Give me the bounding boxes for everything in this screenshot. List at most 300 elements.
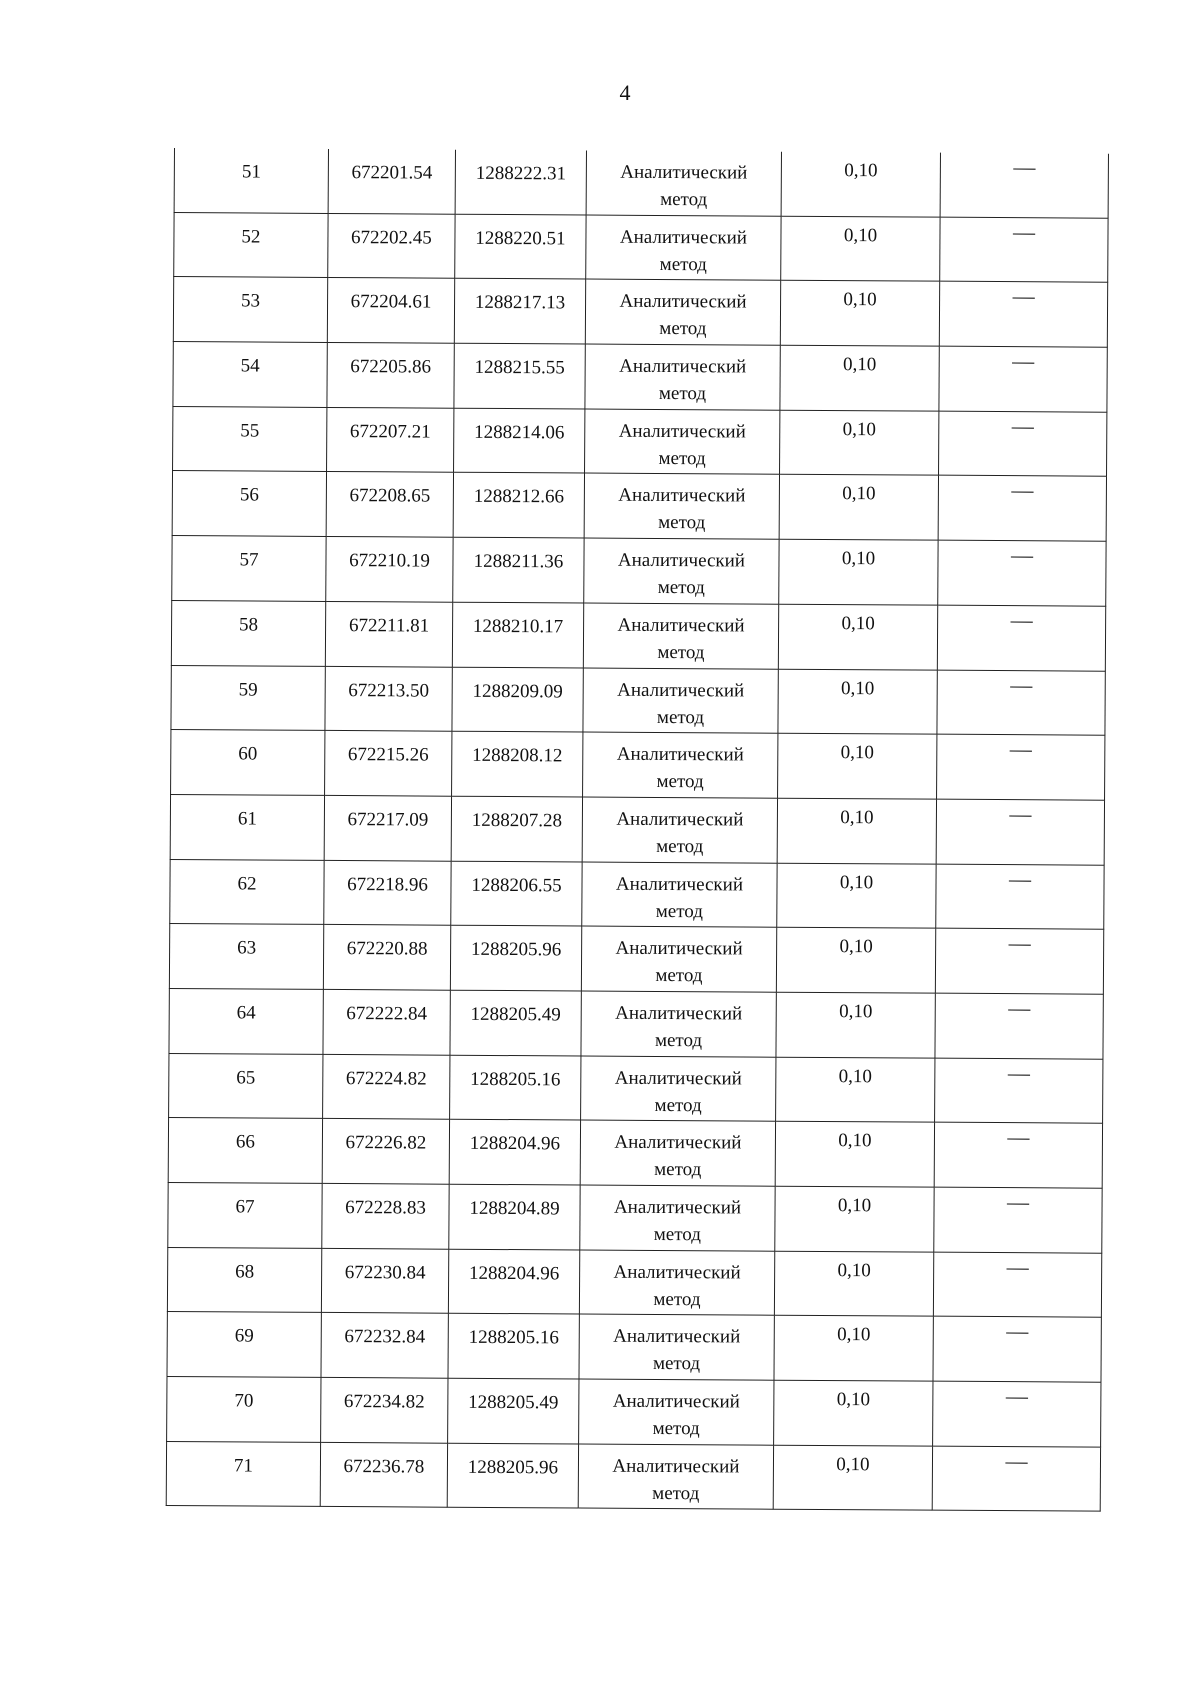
note-cell xyxy=(939,346,1107,412)
accuracy-text: 0,10 xyxy=(836,1453,870,1476)
note-text: — xyxy=(1007,1189,1030,1215)
coordinate-y-text: 1288204.89 xyxy=(469,1197,560,1220)
table-row xyxy=(174,148,1108,218)
accuracy-cell xyxy=(781,152,940,217)
coordinate-x-cell xyxy=(328,213,455,278)
coordinate-y-cell xyxy=(455,214,586,279)
method-line-2: метод xyxy=(654,1094,702,1116)
coordinate-y-cell xyxy=(452,667,583,732)
table-body xyxy=(166,148,1108,1512)
accuracy-text: 0,10 xyxy=(837,1195,872,1217)
note-text: — xyxy=(1009,800,1032,827)
method-line-1: Аналитический xyxy=(616,808,744,831)
point-number-text: 58 xyxy=(239,614,259,636)
note-text: — xyxy=(1013,154,1036,180)
accuracy-text: 0,10 xyxy=(836,1389,871,1411)
coordinate-x-cell xyxy=(328,149,455,214)
method-text xyxy=(581,991,775,1054)
coordinate-y-text: 1288204.96 xyxy=(469,1133,561,1155)
note-cell xyxy=(938,540,1106,606)
accuracy-text: 0,10 xyxy=(837,1259,871,1281)
coordinate-x-text: 672224.82 xyxy=(345,1067,427,1090)
table-row xyxy=(169,988,1103,1058)
point-number-cell xyxy=(167,1377,321,1443)
table-row xyxy=(170,859,1104,929)
coordinate-y-cell xyxy=(449,1184,580,1249)
coordinate-x-cell xyxy=(323,989,450,1054)
coordinate-x-text: 672211.81 xyxy=(348,614,430,637)
coordinate-y-cell xyxy=(448,1314,579,1379)
method-cell xyxy=(581,991,776,1057)
coordinate-x-cell xyxy=(321,1313,448,1378)
coordinate-y-text: 1288205.16 xyxy=(470,1068,561,1091)
accuracy-cell xyxy=(774,1251,933,1317)
point-number-cell xyxy=(168,1182,322,1248)
coordinate-x-text: 672222.84 xyxy=(346,1003,428,1025)
note-text: — xyxy=(1008,930,1031,956)
accuracy-text: 0,10 xyxy=(839,871,874,893)
method-line-1: Аналитический xyxy=(617,614,745,637)
point-number-cell xyxy=(172,536,326,602)
coordinate-y-text: 1288205.96 xyxy=(470,939,562,961)
method-cell xyxy=(579,1250,774,1316)
note-text: — xyxy=(1006,1318,1029,1344)
table-row xyxy=(167,1247,1101,1317)
coordinate-y-cell xyxy=(448,1249,579,1314)
method-line-2: метод xyxy=(657,641,705,664)
method-line-2: метод xyxy=(659,253,707,275)
point-number-cell xyxy=(167,1312,321,1378)
coordinate-y-text: 1288205.49 xyxy=(468,1391,559,1414)
method-text xyxy=(585,345,779,408)
accuracy-text: 0,10 xyxy=(841,677,875,699)
note-text: — xyxy=(1011,412,1034,439)
table-row xyxy=(166,1441,1100,1511)
coordinate-y-text: 1288217.13 xyxy=(474,292,566,314)
coordinate-y-text: 1288209.09 xyxy=(472,680,563,702)
coordinate-x-cell xyxy=(327,407,454,472)
note-cell xyxy=(937,605,1105,671)
coordinate-x-cell xyxy=(325,601,452,666)
note-text: — xyxy=(1005,1383,1028,1409)
method-cell xyxy=(583,603,778,669)
point-number-cell xyxy=(167,1247,321,1313)
method-text xyxy=(582,927,776,990)
method-cell xyxy=(581,1056,776,1122)
coordinate-x-cell xyxy=(324,795,451,860)
point-number-text: 67 xyxy=(235,1196,255,1218)
table-row xyxy=(171,730,1105,800)
accuracy-text: 0,10 xyxy=(842,418,876,441)
table-row xyxy=(169,924,1103,994)
coordinate-x-cell xyxy=(325,731,452,796)
accuracy-cell xyxy=(780,345,939,411)
method-text xyxy=(584,603,778,666)
accuracy-cell xyxy=(775,1122,934,1188)
accuracy-cell xyxy=(780,281,939,347)
point-number-cell xyxy=(168,1118,322,1184)
point-number-text: 51 xyxy=(241,161,261,183)
note-text: — xyxy=(1012,348,1035,374)
note-cell xyxy=(935,928,1103,994)
accuracy-cell xyxy=(779,539,938,605)
method-text xyxy=(580,1250,774,1313)
method-line-1: Аналитический xyxy=(620,161,748,184)
accuracy-cell xyxy=(778,733,937,799)
method-cell xyxy=(585,344,780,410)
coordinate-y-cell xyxy=(454,408,585,473)
point-number-text: 68 xyxy=(235,1261,255,1283)
note-cell xyxy=(936,864,1104,930)
coordinate-y-text: 1288211.36 xyxy=(473,550,564,573)
method-cell xyxy=(581,926,776,992)
method-text xyxy=(586,280,780,343)
method-line-1: Аналитический xyxy=(615,1002,743,1025)
coordinate-x-text: 672210.19 xyxy=(349,550,430,572)
accuracy-cell xyxy=(777,798,936,864)
page-number: 4 xyxy=(619,80,631,105)
coordinate-x-cell xyxy=(321,1377,448,1442)
coordinate-x-text: 672220.88 xyxy=(346,938,428,960)
coordinate-x-text: 672236.78 xyxy=(343,1455,425,1478)
table-row xyxy=(171,600,1105,670)
coordinate-y-text: 1288210.17 xyxy=(472,615,564,638)
method-cell xyxy=(583,732,778,798)
note-text: — xyxy=(1010,606,1033,633)
accuracy-text: 0,10 xyxy=(838,1065,873,1087)
method-line-2: метод xyxy=(658,512,706,534)
method-cell xyxy=(582,862,777,928)
point-number-cell xyxy=(172,471,326,537)
point-number-text: 57 xyxy=(239,549,259,571)
point-number-text: 59 xyxy=(238,678,258,701)
coordinate-x-cell xyxy=(326,537,453,602)
coordinate-y-cell xyxy=(454,279,585,344)
coordinate-y-text: 1288214.06 xyxy=(474,421,565,444)
note-text: — xyxy=(1008,865,1032,891)
note-cell xyxy=(933,1252,1101,1318)
coordinate-y-text: 1288205.16 xyxy=(468,1327,559,1349)
note-text: — xyxy=(1007,1124,1030,1150)
coordinate-x-cell xyxy=(325,666,452,731)
method-text xyxy=(579,1444,773,1507)
coordinate-x-text: 672204.61 xyxy=(350,291,432,313)
accuracy-text: 0,10 xyxy=(838,1130,872,1152)
point-number-cell xyxy=(173,277,327,343)
accuracy-cell xyxy=(776,992,935,1058)
table-row xyxy=(168,1118,1102,1188)
note-cell xyxy=(935,993,1103,1059)
accuracy-cell xyxy=(775,1186,934,1252)
method-line-1: Аналитический xyxy=(619,355,747,378)
note-cell xyxy=(932,1446,1100,1512)
table-row xyxy=(171,665,1105,735)
accuracy-cell xyxy=(780,410,939,476)
table-row xyxy=(167,1377,1101,1447)
coordinate-x-cell xyxy=(327,278,454,343)
note-cell xyxy=(940,217,1108,283)
point-number-cell xyxy=(173,406,327,472)
method-line-1: Аналитический xyxy=(614,1132,742,1154)
note-cell xyxy=(939,411,1107,477)
point-number-text: 64 xyxy=(236,1002,256,1024)
note-cell xyxy=(940,153,1108,218)
method-line-1: Аналитический xyxy=(617,679,745,701)
coordinate-x-cell xyxy=(323,1054,450,1119)
method-line-2: метод xyxy=(654,1159,702,1181)
method-cell xyxy=(586,151,781,216)
point-number-cell xyxy=(174,148,328,213)
accuracy-text: 0,10 xyxy=(842,483,876,505)
method-line-2: метод xyxy=(652,1418,700,1440)
accuracy-text: 0,10 xyxy=(837,1324,871,1346)
coordinate-y-text: 1288215.55 xyxy=(474,356,565,379)
method-line-2: метод xyxy=(659,318,707,340)
coordinate-x-text: 672208.65 xyxy=(349,485,431,508)
accuracy-text: 0,10 xyxy=(841,612,875,635)
method-line-1: Аналитический xyxy=(619,291,747,313)
coordinate-x-text: 672228.83 xyxy=(345,1197,426,1219)
table-row xyxy=(172,471,1106,541)
method-text xyxy=(581,1121,775,1184)
method-text xyxy=(582,862,776,925)
note-text: — xyxy=(1009,736,1032,762)
note-cell xyxy=(938,476,1106,542)
accuracy-cell xyxy=(773,1445,932,1511)
accuracy-cell xyxy=(781,216,940,282)
method-line-1: Аналитический xyxy=(618,485,746,507)
method-cell xyxy=(579,1314,774,1380)
note-cell xyxy=(937,734,1105,800)
accuracy-cell xyxy=(779,475,938,541)
point-number-cell xyxy=(171,600,325,666)
table-row xyxy=(169,1053,1103,1123)
method-cell xyxy=(578,1444,773,1510)
accuracy-cell xyxy=(778,669,937,735)
coordinate-y-text: 1288220.51 xyxy=(475,227,566,250)
coordinate-y-cell xyxy=(453,537,584,602)
note-text: — xyxy=(1012,283,1035,309)
method-cell xyxy=(583,668,778,734)
coordinate-x-text: 672234.82 xyxy=(343,1391,425,1413)
method-text xyxy=(584,539,778,602)
coordinate-x-cell xyxy=(324,860,451,925)
accuracy-text: 0,10 xyxy=(840,806,874,829)
coordinate-y-cell xyxy=(452,602,583,667)
point-number-cell xyxy=(169,988,323,1054)
accuracy-cell xyxy=(776,927,935,993)
accuracy-cell xyxy=(774,1380,933,1446)
note-text: — xyxy=(1005,1447,1028,1473)
method-cell xyxy=(580,1185,775,1251)
method-cell xyxy=(584,538,779,604)
coordinate-x-text: 672232.84 xyxy=(344,1326,426,1348)
method-text xyxy=(583,733,777,796)
point-number-cell xyxy=(173,342,327,408)
point-number-cell xyxy=(174,212,328,278)
method-text xyxy=(580,1315,774,1378)
coordinate-x-text: 672218.96 xyxy=(347,873,428,896)
coordinate-y-cell xyxy=(454,343,585,408)
method-text xyxy=(585,409,779,472)
method-line-2: метод xyxy=(655,965,703,987)
method-line-2: метод xyxy=(655,900,703,922)
method-line-2: метод xyxy=(660,188,708,211)
coordinate-x-cell xyxy=(327,343,454,408)
coordinate-y-cell xyxy=(448,1378,579,1443)
point-number-cell xyxy=(166,1441,320,1507)
method-line-2: метод xyxy=(654,1029,703,1052)
table-row xyxy=(173,342,1107,412)
point-number-text: 61 xyxy=(237,808,257,830)
point-number-cell xyxy=(171,665,325,731)
coordinate-x-text: 672201.54 xyxy=(351,162,433,184)
coordinate-y-cell xyxy=(447,1443,578,1508)
table-row xyxy=(172,536,1106,606)
coordinate-x-text: 672202.45 xyxy=(351,226,432,249)
coordinate-y-text: 1288205.96 xyxy=(467,1456,559,1479)
coordinate-x-text: 672213.50 xyxy=(348,679,430,702)
method-text xyxy=(580,1186,774,1249)
coordinate-x-text: 672226.82 xyxy=(345,1132,427,1154)
note-cell xyxy=(937,670,1105,736)
point-number-cell xyxy=(170,859,324,925)
method-line-1: Аналитический xyxy=(615,937,743,960)
coordinate-y-text: 1288208.12 xyxy=(472,745,563,767)
coordinate-y-cell xyxy=(455,150,586,215)
coordinate-x-cell xyxy=(321,1248,448,1313)
point-number-text: 70 xyxy=(234,1390,254,1412)
method-line-2: метод xyxy=(657,577,705,599)
method-text xyxy=(587,151,781,214)
accuracy-text: 0,10 xyxy=(844,160,878,182)
method-line-2: метод xyxy=(658,383,707,405)
accuracy-text: 0,10 xyxy=(839,1001,873,1023)
coordinate-y-cell xyxy=(450,1055,581,1120)
method-line-2: метод xyxy=(656,706,705,728)
note-cell xyxy=(934,1187,1102,1253)
coordinate-y-cell xyxy=(451,861,582,926)
method-cell xyxy=(586,215,781,281)
point-number-text: 71 xyxy=(233,1455,254,1477)
method-line-2: метод xyxy=(653,1223,701,1246)
note-cell xyxy=(933,1381,1101,1447)
coordinate-x-text: 672207.21 xyxy=(349,420,431,443)
coordinate-x-cell xyxy=(326,472,453,537)
method-cell xyxy=(585,279,780,345)
coordinate-y-text: 1288207.28 xyxy=(471,809,563,832)
coordinates-table-wrapper xyxy=(166,148,1108,1512)
note-cell xyxy=(933,1317,1101,1383)
note-cell xyxy=(934,1122,1102,1188)
point-number-text: 65 xyxy=(236,1067,256,1089)
method-line-1: Аналитический xyxy=(612,1390,740,1413)
note-cell xyxy=(935,1058,1103,1124)
point-number-cell xyxy=(170,794,324,860)
point-number-text: 52 xyxy=(241,226,261,248)
coordinate-x-cell xyxy=(322,1183,449,1248)
method-line-1: Аналитический xyxy=(613,1196,742,1219)
note-cell xyxy=(939,282,1107,348)
accuracy-cell xyxy=(774,1316,933,1382)
table-row xyxy=(174,212,1108,282)
note-text: — xyxy=(1010,671,1033,697)
method-text xyxy=(583,668,777,731)
coordinate-x-text: 672217.09 xyxy=(347,808,429,831)
coordinate-y-cell xyxy=(452,731,583,796)
accuracy-text: 0,10 xyxy=(841,548,876,570)
note-cell xyxy=(936,799,1104,865)
method-line-1: Аналитический xyxy=(616,743,744,766)
method-text xyxy=(583,797,777,860)
method-line-1: Аналитический xyxy=(613,1326,741,1348)
coordinate-y-text: 1288222.31 xyxy=(475,162,567,185)
point-number-text: 55 xyxy=(240,420,260,442)
accuracy-text: 0,10 xyxy=(842,354,877,376)
method-text xyxy=(579,1380,773,1443)
coordinate-y-cell xyxy=(449,1120,580,1185)
point-number-text: 66 xyxy=(235,1131,255,1153)
note-text: — xyxy=(1011,477,1034,503)
coordinate-x-text: 672230.84 xyxy=(344,1261,426,1284)
point-number-cell xyxy=(169,924,323,990)
coordinate-y-text: 1288205.49 xyxy=(470,1003,561,1026)
accuracy-cell xyxy=(778,604,937,670)
method-line-1: Аналитический xyxy=(614,1067,742,1090)
method-cell xyxy=(585,409,780,475)
accuracy-text: 0,10 xyxy=(843,224,878,246)
coordinate-y-cell xyxy=(450,925,581,990)
table-row xyxy=(167,1312,1101,1382)
coordinates-table xyxy=(166,148,1109,1512)
coordinate-x-cell xyxy=(322,1119,449,1184)
accuracy-text: 0,10 xyxy=(839,936,873,958)
table-row xyxy=(170,794,1104,864)
accuracy-cell xyxy=(776,1057,935,1123)
method-line-1: Аналитический xyxy=(619,226,748,249)
point-number-text: 53 xyxy=(241,290,261,312)
coordinate-x-cell xyxy=(320,1442,447,1507)
method-text xyxy=(586,215,780,278)
table-row xyxy=(173,277,1107,347)
method-line-2: метод xyxy=(653,1288,701,1310)
method-cell xyxy=(584,473,779,539)
point-number-text: 69 xyxy=(234,1325,254,1347)
coordinate-y-text: 1288212.66 xyxy=(473,486,565,508)
point-number-cell xyxy=(171,730,325,796)
method-cell xyxy=(579,1379,774,1445)
note-text: — xyxy=(1008,995,1031,1021)
table-row xyxy=(173,406,1107,476)
method-line-1: Аналитический xyxy=(615,873,744,896)
method-cell xyxy=(582,797,777,863)
method-line-1: Аналитический xyxy=(613,1261,741,1284)
method-text xyxy=(581,1056,775,1119)
coordinate-y-text: 1288204.96 xyxy=(468,1262,560,1285)
note-text: — xyxy=(1010,542,1034,568)
coordinate-y-cell xyxy=(450,990,581,1055)
coordinate-y-cell xyxy=(453,473,584,538)
point-number-text: 56 xyxy=(239,484,259,506)
coordinate-x-cell xyxy=(323,925,450,990)
accuracy-text: 0,10 xyxy=(843,289,877,311)
note-text: — xyxy=(1012,218,1036,244)
point-number-cell xyxy=(169,1053,323,1119)
method-line-2: метод xyxy=(656,771,704,793)
point-number-text: 62 xyxy=(237,872,257,895)
accuracy-text: 0,10 xyxy=(840,742,875,764)
coordinate-x-text: 672205.86 xyxy=(350,356,432,378)
